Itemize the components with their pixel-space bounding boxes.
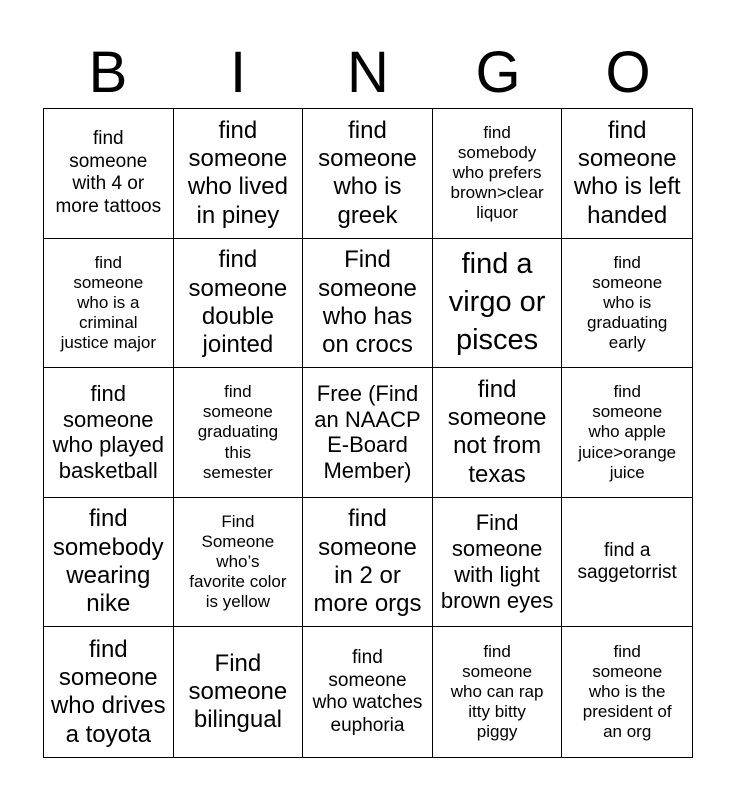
header-letter-o: O xyxy=(605,40,651,105)
bingo-cell xyxy=(44,368,174,498)
bingo-cell xyxy=(174,498,304,628)
cell-text: Free (Find an NAACP E-Board Member) xyxy=(314,380,421,484)
bingo-cell xyxy=(44,239,174,369)
bingo-cell xyxy=(174,109,304,239)
cell-text: find someone who is left handed xyxy=(573,116,681,229)
cell-text: find someone who is greek xyxy=(318,116,417,229)
cell-text: find somebody wearing nike xyxy=(52,505,164,618)
bingo-header xyxy=(43,38,693,108)
cell-text: find someone who is a criminal justice major xyxy=(60,252,156,352)
cell-text: find someone in 2 or more orgs xyxy=(313,505,422,618)
bingo-cell xyxy=(562,239,692,369)
cell-text: find someone who lived in piney xyxy=(187,116,288,229)
cell-text: find someone who apple juice>orange juice xyxy=(578,382,677,482)
bingo-cell xyxy=(433,498,563,628)
bingo-grid xyxy=(43,108,693,758)
bingo-cell xyxy=(303,627,433,757)
cell-text: find someone who can rap itty bitty piggy xyxy=(450,642,544,742)
bingo-cell xyxy=(44,627,174,757)
header-letter-b: B xyxy=(88,40,128,105)
header-letter-g: G xyxy=(475,40,521,105)
header-letter-n: N xyxy=(347,40,389,105)
cell-text: find someone with 4 or more tattoos xyxy=(55,128,162,217)
bingo-cell xyxy=(174,627,304,757)
bingo-cell xyxy=(562,627,692,757)
cell-text: find a virgo or pisces xyxy=(448,248,546,356)
cell-text: find somebody who prefers brown>clear liquor xyxy=(450,123,544,223)
cell-text: find a saggetorrist xyxy=(577,539,677,584)
cell-text: find someone graduating this semester xyxy=(197,382,279,482)
bingo-cell xyxy=(303,368,433,498)
bingo-cell xyxy=(433,239,563,369)
cell-text: find someone who played basketball xyxy=(52,380,164,484)
bingo-cell xyxy=(303,498,433,628)
bingo-cell xyxy=(433,109,563,239)
cell-text: find someone who drives a toyota xyxy=(50,635,166,748)
cell-text: Find someone who has on crocs xyxy=(318,246,417,359)
bingo-cell xyxy=(303,239,433,369)
bingo-cell xyxy=(174,368,304,498)
cell-text: find someone not from texas xyxy=(447,375,547,488)
cell-text: find someone who is the president of an org xyxy=(582,642,672,742)
cell-text: find someone double jointed xyxy=(188,246,288,359)
cell-text: Find someone with light brown eyes xyxy=(440,510,554,614)
cell-text: find someone who is graduating early xyxy=(587,252,668,352)
bingo-cell xyxy=(562,109,692,239)
bingo-cell xyxy=(562,498,692,628)
bingo-cell xyxy=(44,498,174,628)
bingo-cell xyxy=(433,627,563,757)
bingo-cell xyxy=(433,368,563,498)
bingo-cell xyxy=(174,239,304,369)
cell-text: Find someone bilingual xyxy=(188,649,288,734)
cell-text: Find Someone who’s favorite color is yellow xyxy=(189,511,287,612)
bingo-cell xyxy=(562,368,692,498)
bingo-cell xyxy=(303,109,433,239)
header-letter-i: I xyxy=(229,40,247,105)
cell-text: find someone who watches euphoria xyxy=(312,647,423,736)
bingo-cell xyxy=(44,109,174,239)
